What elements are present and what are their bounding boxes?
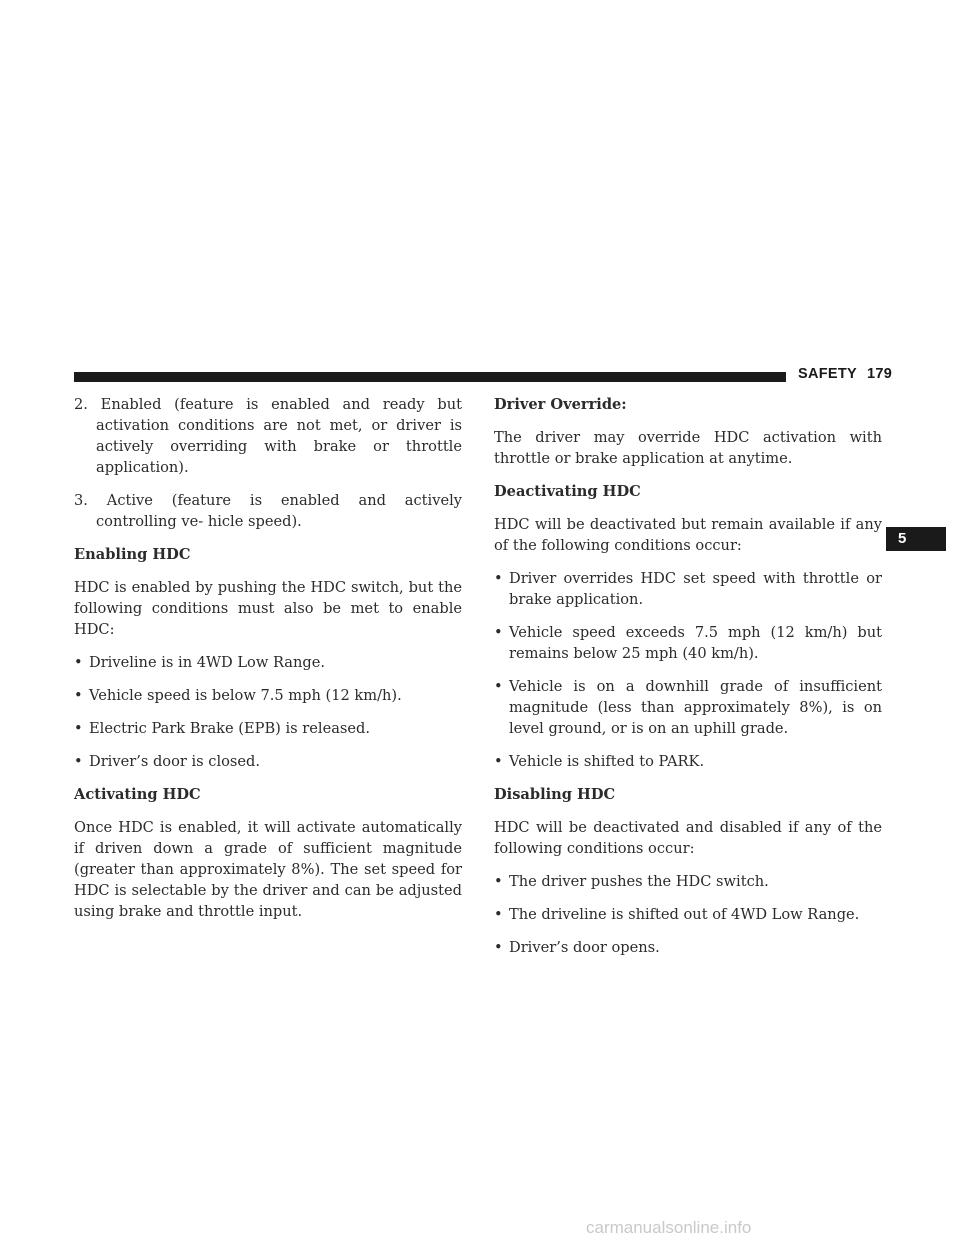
bullet-icon: • xyxy=(494,570,503,587)
bullet-icon: • xyxy=(74,753,83,770)
bullet-icon: • xyxy=(74,687,83,704)
list-item: • Driver overrides HDC set speed with throttle or brake application. xyxy=(494,570,882,608)
running-header xyxy=(798,366,892,382)
right-column xyxy=(494,394,882,970)
list-item: • Vehicle is shifted to PARK. xyxy=(494,753,705,770)
bullet-icon: • xyxy=(494,939,503,956)
activating-heading: Activating HDC xyxy=(74,786,201,803)
activating-text: Once HDC is enabled, it will activate automatically if driven down a grade of sufficient magnitude (greater than approximately 8%). The set speed for HDC is selectable by the driver and can be adjusted using brake and throttle input. xyxy=(74,819,462,920)
list-item: • Vehicle speed exceeds 7.5 mph (12 km/h) but remains below 25 mph (40 km/h). xyxy=(494,624,882,662)
enabling-intro: HDC is enabled by pushing the HDC switch, but the following conditions must also be met to enable HDC: xyxy=(74,579,462,638)
numbered-item: 3. Active (feature is enabled and actively controlling ve- hicle speed). xyxy=(74,492,462,530)
bullet-icon: • xyxy=(494,906,503,923)
list-item: • Vehicle speed is below 7.5 mph (12 km/h). xyxy=(74,687,402,704)
disabling-list xyxy=(494,871,882,958)
list-item: • Electric Park Brake (EPB) is released. xyxy=(74,720,371,737)
override-heading: Driver Override: xyxy=(494,396,627,413)
list-item: • Vehicle is on a downhill grade of insufficient magnitude (less than approximately 8%), is on level ground, or is on an uphill grade. xyxy=(494,678,882,737)
list-item: • Driver’s door opens. xyxy=(494,939,660,956)
deactivating-intro: HDC will be deactivated but remain available if any of the following conditions occur: xyxy=(494,516,882,554)
header-rule xyxy=(74,372,786,382)
watermark-link[interactable]: carmanualsonline.info xyxy=(586,1218,752,1237)
bullet-icon: • xyxy=(74,654,83,671)
disabling-heading: Disabling HDC xyxy=(494,786,616,803)
list-item: • The driveline is shifted out of 4WD Low Range. xyxy=(494,906,860,923)
bullet-icon: • xyxy=(494,753,503,770)
list-item: • Driver’s door is closed. xyxy=(74,753,261,770)
deactivating-heading: Deactivating HDC xyxy=(494,483,641,500)
page-number: 179 xyxy=(867,366,893,382)
numbered-item: 2. Enabled (feature is enabled and ready but activation conditions are not met, or driver is actively overriding with brake or throttle application). xyxy=(74,396,462,476)
enabling-list xyxy=(74,652,462,772)
list-item: • The driver pushes the HDC switch. xyxy=(494,873,769,890)
override-text: The driver may override HDC activation with throttle or brake application at anytime. xyxy=(494,429,882,467)
bullet-icon: • xyxy=(494,624,503,641)
deactivating-list xyxy=(494,568,882,772)
list-item: • Driveline is in 4WD Low Range. xyxy=(74,654,326,671)
chapter-tab: 5 xyxy=(886,527,946,551)
left-column xyxy=(74,394,462,934)
section-title: SAFETY xyxy=(798,366,857,382)
bullet-icon: • xyxy=(494,678,503,695)
enabling-heading: Enabling HDC xyxy=(74,546,191,563)
bullet-icon: • xyxy=(494,873,503,890)
bullet-icon: • xyxy=(74,720,83,737)
disabling-intro: HDC will be deactivated and disabled if any of the following conditions occur: xyxy=(494,819,882,857)
